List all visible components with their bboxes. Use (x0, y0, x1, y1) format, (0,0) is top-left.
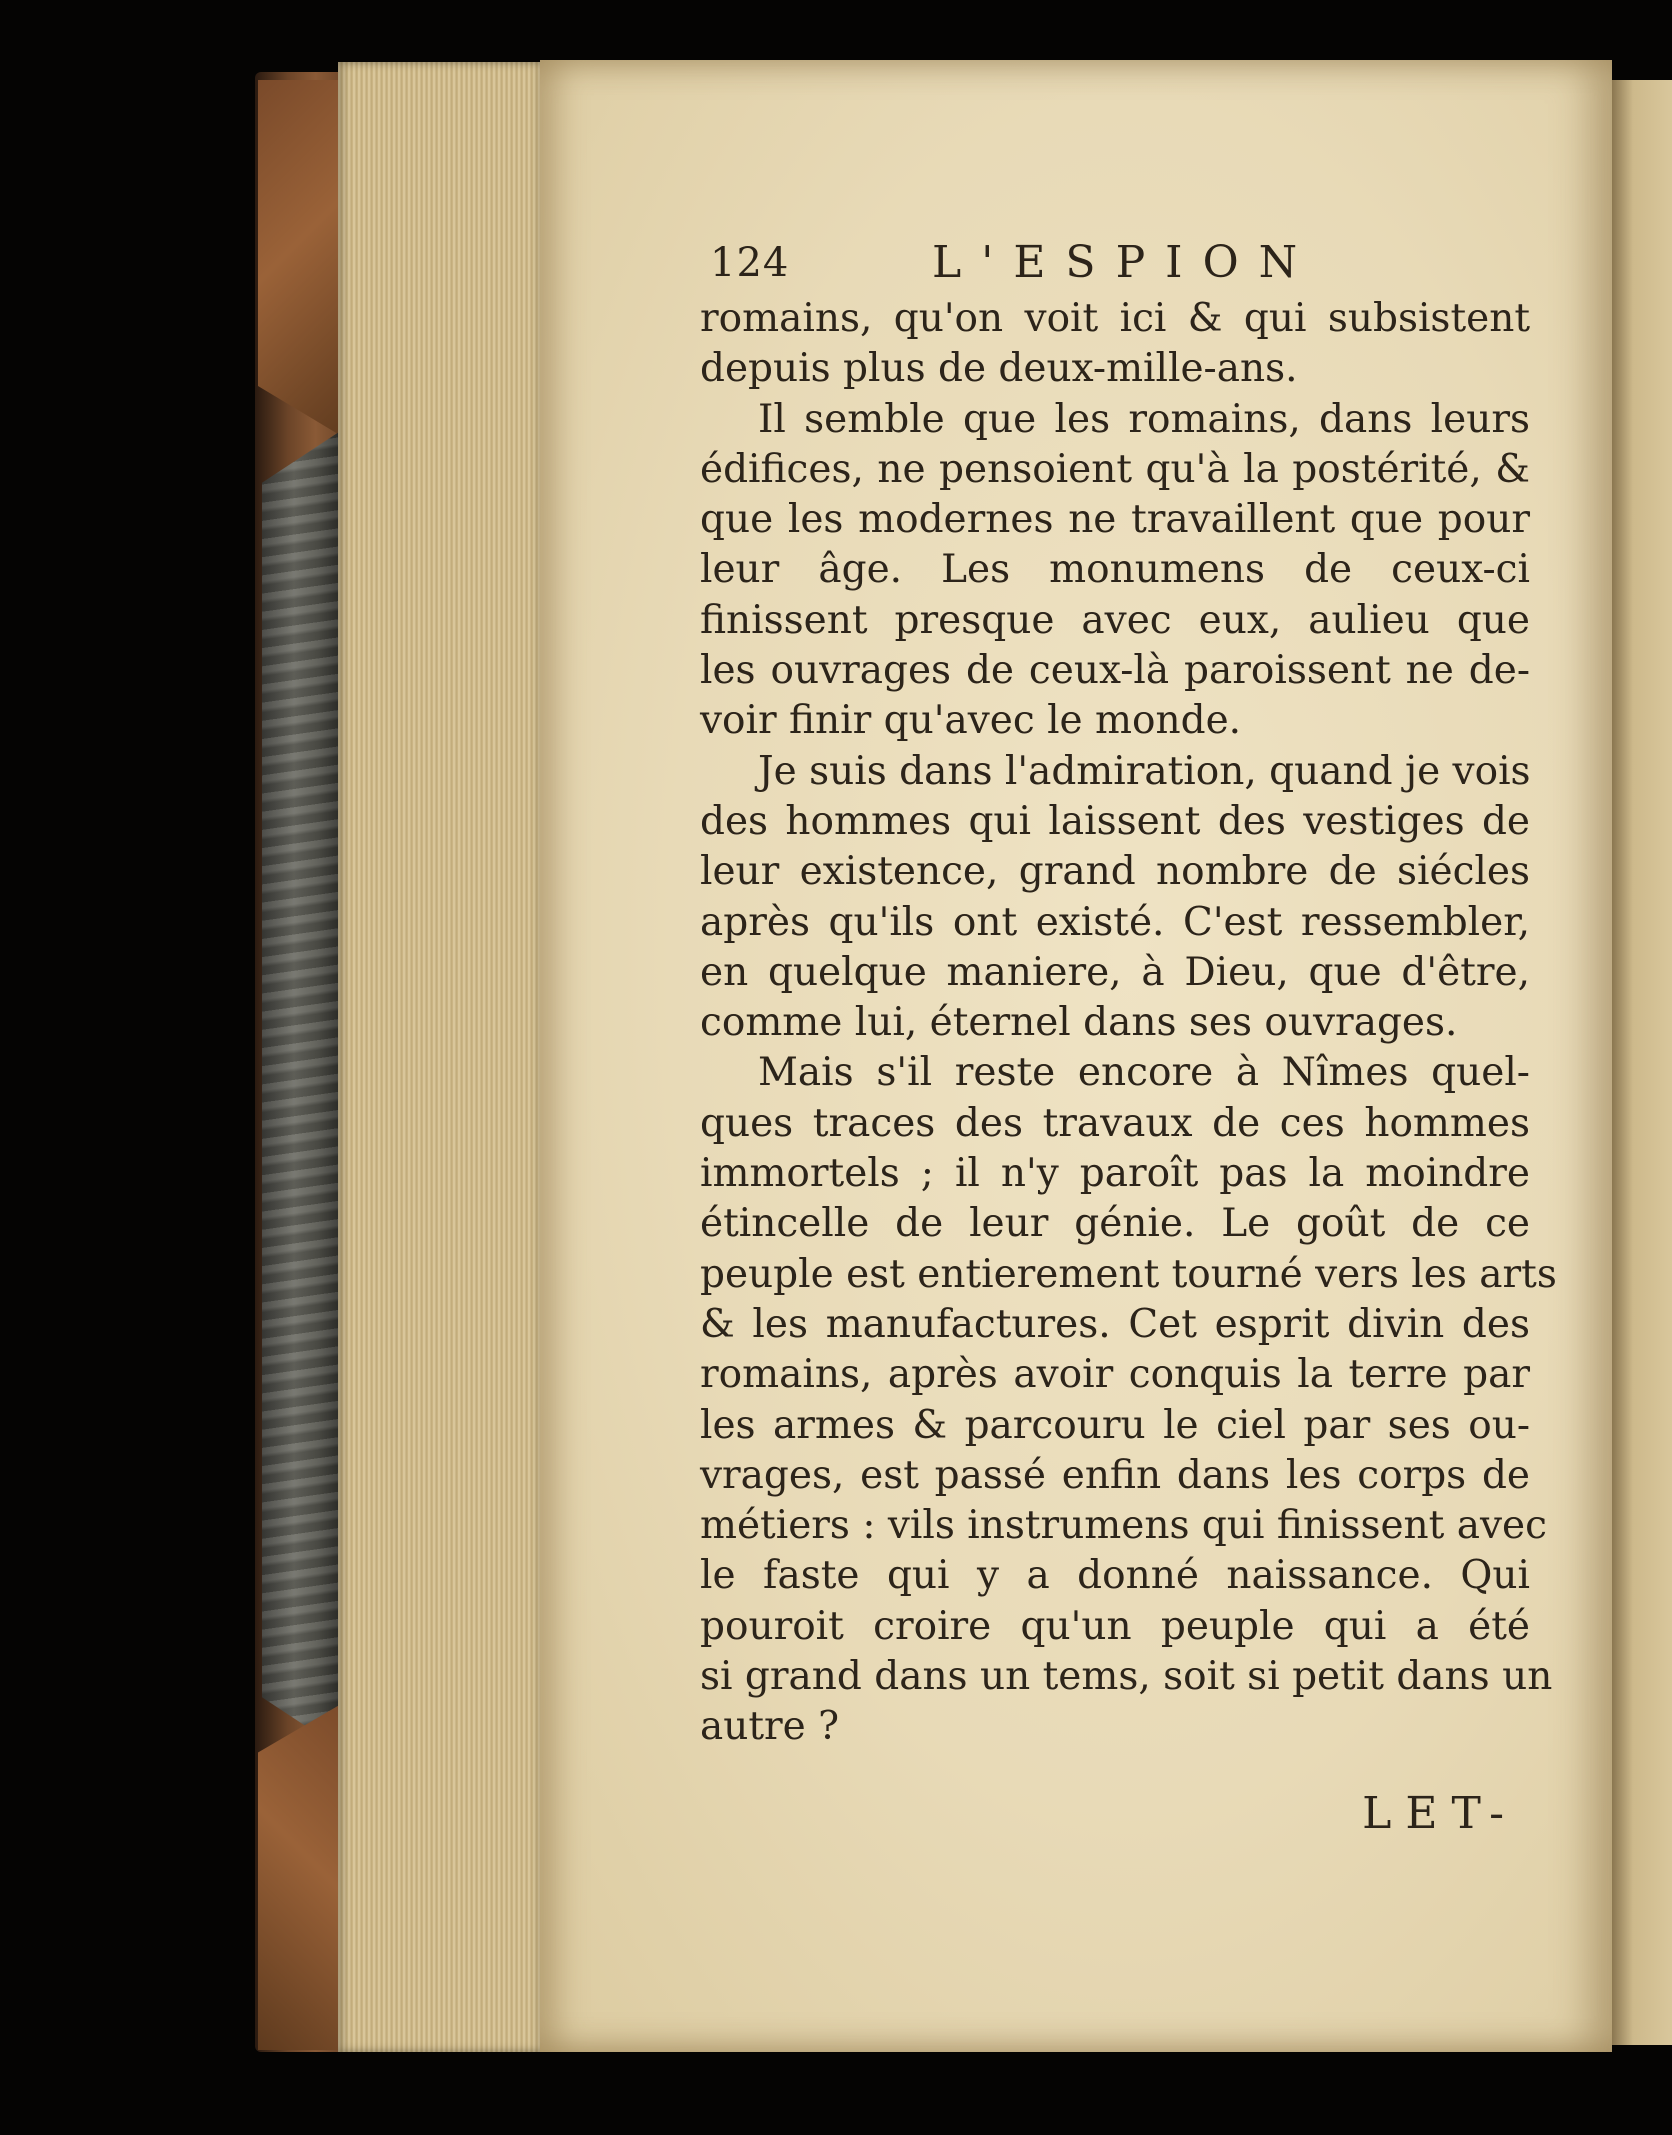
body-text (700, 294, 1557, 1753)
running-head (700, 232, 1530, 294)
text-line: comme lui, éternel dans ses ouvrages. (700, 1000, 1458, 1046)
text-line: & les manufactures. Cet esprit divin des (700, 1301, 1530, 1347)
text-line: voir finir qu'avec le monde. (700, 698, 1242, 744)
leather-corner-top (258, 80, 348, 440)
text-line: Il semble que les romains, dans leurs (758, 396, 1530, 442)
text-line: autre ? (700, 1704, 840, 1750)
text-line: peuple est entierement tourné vers les arts (700, 1251, 1557, 1297)
text-line: que les modernes ne travaillent que pour (700, 497, 1530, 543)
text-line: si grand dans un tems, soit si petit dans un (700, 1654, 1553, 1700)
page-number: 124 (710, 240, 790, 286)
text-line: le faste qui y a donné naissance. Qui (700, 1553, 1530, 1599)
text-line: vrages, est passé enfin dans les corps de (700, 1452, 1530, 1498)
text-line: romains, qu'on voit ici & qui subsistent (700, 296, 1530, 341)
leather-corner-bottom (258, 1700, 348, 2050)
text-line: finissent presque avec eux, aulieu que (700, 597, 1530, 643)
text-line: les ouvrages de ceux-là paroissent ne de- (700, 648, 1530, 694)
text-line: depuis plus de deux-mille-ans. (700, 346, 1298, 392)
text-line: édifices, ne pensoient qu'à la postérité, & (700, 446, 1530, 492)
text-line: leur âge. Les monumens de ceux-ci (700, 547, 1530, 593)
text-line: après qu'ils ont existé. C'est ressembler, (700, 899, 1530, 945)
text-line: ques traces des travaux de ces hommes (700, 1100, 1530, 1146)
marbled-board (262, 430, 342, 1750)
text-line: Mais s'il reste encore à Nîmes quel- (758, 1050, 1530, 1096)
text-line: en quelque maniere, à Dieu, que d'être, (700, 949, 1530, 995)
page-edges (338, 62, 546, 2052)
text-line: étincelle de leur génie. Le goût de ce (700, 1201, 1530, 1247)
running-head-title: L'ESPION (932, 237, 1318, 288)
text-line: les armes & parcouru le ciel par ses ou- (700, 1402, 1530, 1448)
page-text-block (700, 232, 1557, 1839)
text-line: pouroit croire qu'un peuple qui a été (700, 1603, 1530, 1649)
text-line: Je suis dans l'admiration, quand je vois (758, 748, 1531, 794)
text-line: leur existence, grand nombre de siécles (700, 849, 1530, 895)
text-line: des hommes qui laissent des vestiges de (700, 798, 1530, 844)
facing-page-edge (1612, 80, 1672, 2045)
text-line: immortels ; il n'y paroît pas la moindre (700, 1151, 1530, 1197)
catchword: LET- (1362, 1787, 1518, 1839)
text-line: métiers : vils instrumens qui finissent avec (700, 1503, 1547, 1549)
text-line: romains, après avoir conquis la terre par (700, 1352, 1530, 1398)
